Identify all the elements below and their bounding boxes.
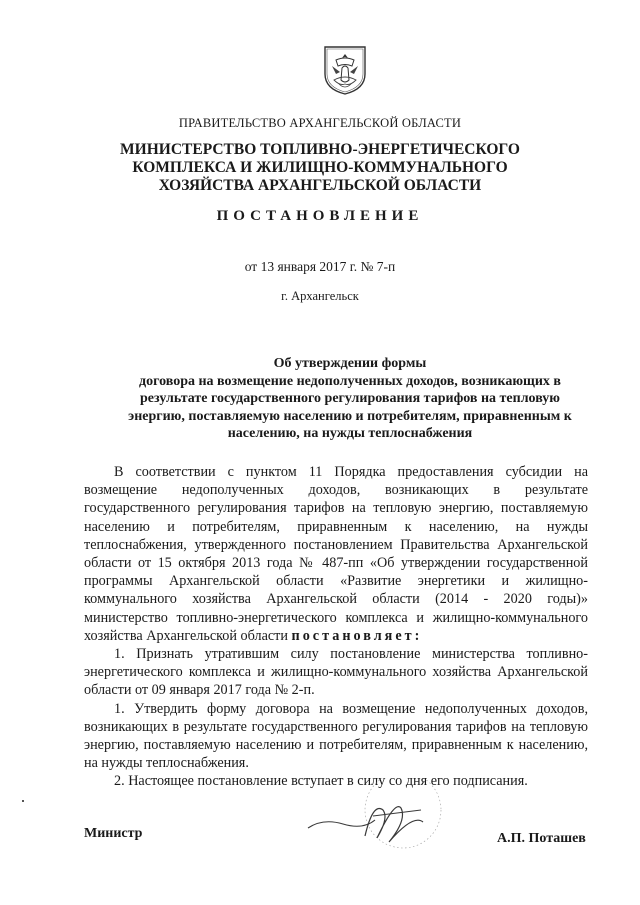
item-paragraph: 1. Утвердить форму договора на возмещение недополученных доходов, возникающих в результате государственного регулирования тарифов на тепловую энергию, поставляемую населению и потребителям, приравненным к населению, на нужды теплоснабжения. [84,700,588,772]
intro-text: В соответствии с пунктом 11 Порядка предоставления субсидии на возмещение недополученных доходов, возникающих в результате государственного регулирования тарифов на тепловую энергию, поставляемую населению и потребителям, приравненным к населению, на нужды теплоснабжения, утвержденного постановлением Правительства Архангельской области от 15 октября 2013 года № 487-пп «Об утверждении государственной программы Архангельской области «Развитие энергетики и жилищно-коммунального хозяйства Архангельской области (2014 - 2020 годы)» министерство топливно-энергетического комплекса и жилищно-коммунального хозяйства Архангельской области [84,464,588,644]
item-paragraph: 2. Настоящее постановление вступает в силу со дня его подписания. [114,773,528,790]
subject-line: Об утверждении формы [273,356,427,371]
scan-speck [22,800,24,802]
ministry-heading [0,141,640,195]
ministry-line: ХОЗЯЙСТВА АРХАНГЕЛЬСКОЙ ОБЛАСТИ [158,177,482,194]
document-body [84,463,588,791]
date-number: от 13 января 2017 г. № 7-п [244,259,396,274]
subject-line: договора на возмещение недополученных доходов, возникающих в результате государственного регулирования тарифов на тепловую энергию, поставляемую населению и потребителям, приравненным к населению, на нужды теплоснабжения [128,373,572,441]
ministry-line: КОМПЛЕКСА И ЖИЛИЩНО-КОММУНАЛЬНОГО [132,159,508,176]
coat-of-arms-icon [322,44,368,96]
intro-paragraph [84,463,588,645]
signatory-title: Министр [84,826,143,841]
government-heading: ПРАВИТЕЛЬСТВО АРХАНГЕЛЬСКОЙ ОБЛАСТИ [178,116,462,130]
signatory-name: А.П. Поташев [497,831,586,846]
decree-word: постановляет: [291,627,423,644]
ministry-line: МИНИСТЕРСТВО ТОПЛИВНО-ЭНЕРГЕТИЧЕСКОГО [120,141,520,158]
item-paragraph: 1. Признать утратившим силу постановление министерства топливно-энергетического комплекса и жилищно-коммунального хозяйства Архангельской области от 09 января 2017 года № 2-п. [84,646,588,699]
city-name: г. Архангельск [281,289,359,303]
subject-title [112,355,588,443]
document-type-title: ПОСТАНОВЛЕНИЕ [216,208,424,224]
handwritten-signature [303,780,503,860]
